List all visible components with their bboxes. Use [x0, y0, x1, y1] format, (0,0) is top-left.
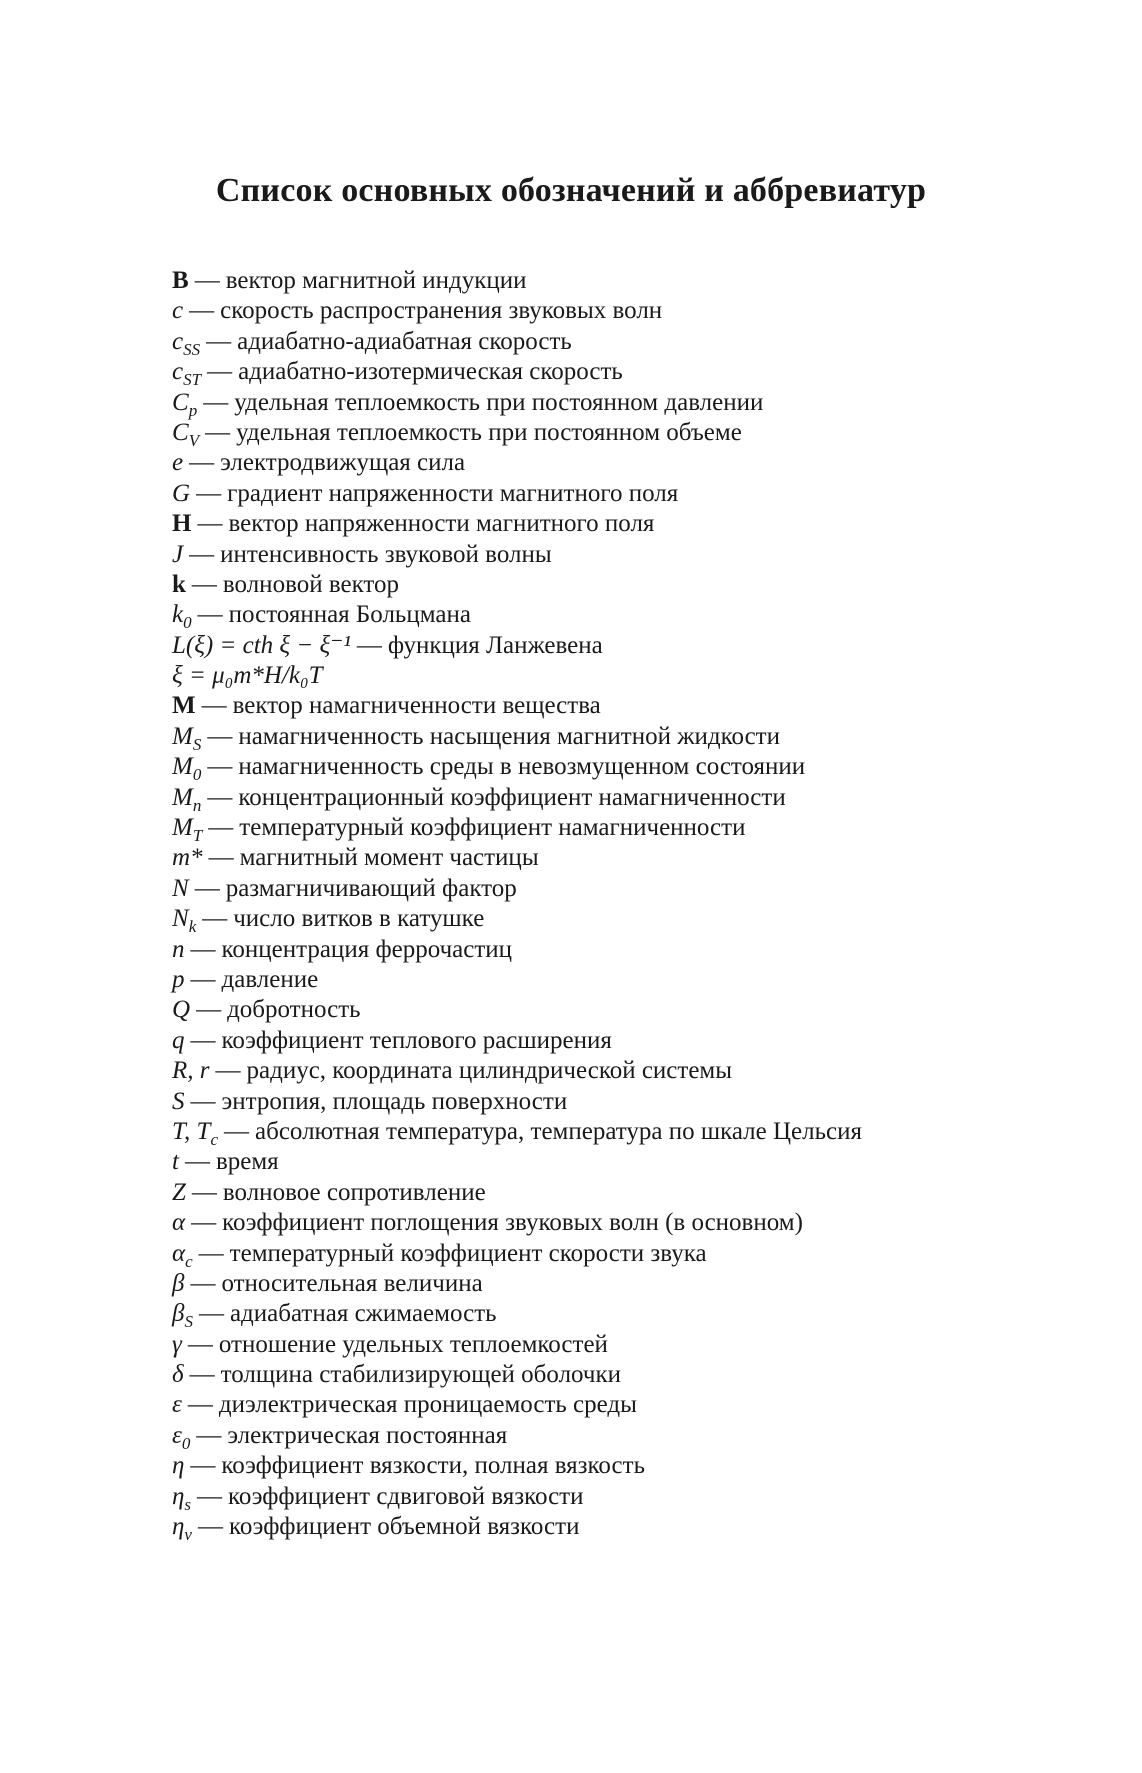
- em-dash: —: [197, 1482, 223, 1510]
- notation-description: диэлектрическая проницаемость среды: [218, 1391, 637, 1419]
- notation-description: давление: [221, 965, 319, 993]
- notation-entry: [172, 357, 1032, 390]
- notation-symbol: m*: [172, 844, 203, 872]
- notation-entry: [172, 540, 1032, 570]
- notation-description: удельная теплоемкость при постоянном давлении: [234, 388, 764, 416]
- notation-description: концентрационный коэффициент намагниченности: [238, 783, 786, 811]
- notation-description: число витков в катушке: [233, 905, 485, 933]
- em-dash: —: [190, 1452, 216, 1480]
- notation-entry: [172, 327, 1032, 357]
- notation-entry: [172, 1026, 1032, 1056]
- notation-entry: [172, 1482, 1032, 1512]
- em-dash: —: [224, 1117, 249, 1145]
- notation-entry: [172, 1269, 1032, 1299]
- notation-symbol: q: [172, 1026, 185, 1054]
- notation-entry: [172, 1178, 1032, 1208]
- notation-description: толщина стабилизирующей оболочки: [220, 1361, 621, 1389]
- notation-entry: [172, 843, 1032, 873]
- notation-entry: [172, 935, 1032, 965]
- em-dash: —: [207, 783, 233, 811]
- notation-description: коэффициент сдвиговой вязкости: [228, 1482, 584, 1510]
- notation-list: [172, 266, 1032, 1545]
- notation-description: коэффициент поглощения звуковых волн (в основном): [222, 1209, 803, 1237]
- notation-description: размагничивающий фактор: [225, 874, 517, 902]
- notation-symbol: $M_0$: [172, 753, 202, 785]
- em-dash: —: [194, 267, 220, 294]
- notation-description: удельная теплоемкость при постоянном объеме: [236, 418, 742, 446]
- page-title: Список основных обозначений и аббревиатур: [215, 172, 927, 209]
- notation-symbol: δ: [172, 1361, 184, 1389]
- notation-entry: [172, 1208, 1032, 1238]
- notation-entry: [172, 1330, 1032, 1360]
- notation-symbol: H: [172, 510, 192, 538]
- notation-entry: [172, 783, 1032, 813]
- notation-entry: [172, 448, 1032, 478]
- notation-entry: [172, 1239, 1032, 1269]
- notation-symbol: R, r: [172, 1057, 210, 1085]
- notation-description: вектор магнитной индукции: [225, 267, 527, 294]
- em-dash: —: [207, 753, 233, 781]
- notation-symbol: L(ξ) = cth ξ − ξ⁻¹: [172, 631, 351, 659]
- notation-symbol: $c_{SS}$: [172, 327, 201, 359]
- em-dash: —: [189, 540, 215, 568]
- notation-entry: [172, 1360, 1032, 1390]
- notation-description: коэффициент объемной вязкости: [228, 1513, 580, 1541]
- notation-entry: [172, 904, 1032, 937]
- notation-entry: [172, 1390, 1032, 1420]
- em-dash: —: [189, 1361, 215, 1389]
- notation-description: постоянная Больцмана: [228, 601, 471, 629]
- notation-symbol: ξ = μ₀m*H/k₀T: [172, 662, 323, 690]
- notation-entry: [172, 1147, 1032, 1177]
- notation-entry: [172, 266, 1032, 296]
- notation-entry: [172, 752, 1032, 785]
- notation-symbol: β: [172, 1269, 185, 1297]
- notation-entry: [172, 479, 1032, 509]
- notation-symbol: $M_T$: [172, 814, 203, 846]
- notation-symbol: Z: [172, 1178, 186, 1206]
- notation-description: концентрация феррочастиц: [221, 935, 513, 963]
- notation-entry: [172, 722, 1032, 752]
- em-dash: —: [187, 1391, 213, 1419]
- notation-symbol: $\eta_v$: [172, 1513, 192, 1545]
- notation-entry: [172, 509, 1032, 539]
- notation-entry: [172, 1421, 1032, 1451]
- notation-description: энтропия, площадь поверхности: [221, 1087, 568, 1115]
- notation-entry: [172, 1451, 1032, 1481]
- notation-description: отношение удельных теплоемкостей: [218, 1330, 608, 1358]
- notation-description: добротность: [227, 996, 361, 1024]
- em-dash: —: [191, 570, 217, 598]
- notation-symbol: J: [172, 540, 184, 568]
- notation-description: скорость распространения звуковых волн: [220, 297, 663, 325]
- em-dash: —: [197, 601, 223, 629]
- notation-symbol: α: [172, 1209, 186, 1237]
- em-dash: —: [215, 1057, 241, 1085]
- notation-symbol: n: [172, 935, 185, 963]
- notation-description: абсолютная температура, температура по шкале Цельсия: [255, 1117, 863, 1145]
- notation-entry: [172, 600, 1032, 633]
- em-dash: —: [190, 935, 216, 963]
- notation-entry: [172, 813, 1032, 846]
- em-dash: —: [196, 1421, 222, 1449]
- em-dash: —: [196, 996, 222, 1024]
- notation-description: градиент напряженности магнитного поля: [227, 479, 679, 507]
- notation-entry: [172, 1117, 1032, 1147]
- notation-symbol: c: [172, 297, 184, 325]
- em-dash: —: [196, 479, 222, 507]
- notation-description: радиус, координата цилиндрической системы: [246, 1057, 733, 1085]
- notation-description: коэффициент теплового расширения: [221, 1026, 612, 1054]
- em-dash: —: [191, 1178, 217, 1206]
- em-dash: —: [184, 1148, 210, 1176]
- notation-entry: [172, 1056, 1032, 1086]
- notation-description: вектор намагниченности вещества: [232, 692, 601, 720]
- em-dash: —: [187, 1330, 213, 1358]
- notation-description: время: [215, 1148, 279, 1176]
- notation-symbol: T, $T_c$: [172, 1117, 218, 1149]
- notation-entry: [172, 570, 1032, 600]
- notation-symbol: $M_S$: [172, 722, 202, 754]
- em-dash: —: [207, 722, 233, 750]
- em-dash: —: [207, 358, 233, 386]
- em-dash: —: [194, 874, 220, 902]
- notation-description: вектор напряженности магнитного поля: [228, 510, 655, 538]
- em-dash: —: [201, 692, 227, 720]
- notation-symbol: M: [172, 692, 196, 720]
- em-dash: —: [202, 905, 228, 933]
- notation-symbol: $\varepsilon_0$: [172, 1421, 191, 1453]
- notation-description: электродвижущая сила: [220, 449, 466, 477]
- notation-symbol: B: [172, 267, 189, 294]
- notation-entry: [172, 1512, 1032, 1545]
- em-dash: —: [208, 844, 234, 872]
- notation-description: волновой вектор: [222, 570, 399, 598]
- em-dash: —: [189, 449, 215, 477]
- notation-description: относительная величина: [221, 1269, 483, 1297]
- notation-description: адиабатно-изотермическая скорость: [238, 358, 623, 386]
- notation-entry: [172, 1087, 1032, 1117]
- notation-description: намагниченность насыщения магнитной жидкости: [238, 722, 780, 750]
- notation-symbol: S: [172, 1087, 185, 1115]
- notation-symbol: ε: [172, 1391, 182, 1419]
- em-dash: —: [189, 297, 215, 325]
- notation-symbol: G: [172, 479, 191, 507]
- notation-symbol: $c_{ST}$: [172, 358, 202, 390]
- notation-symbol: e: [172, 449, 184, 477]
- em-dash: —: [190, 1269, 216, 1297]
- notation-symbol: γ: [172, 1330, 182, 1358]
- em-dash: —: [197, 1513, 223, 1541]
- em-dash: —: [203, 388, 229, 416]
- notation-symbol: t: [172, 1148, 179, 1176]
- notation-symbol: N: [172, 874, 189, 902]
- notation-description: магнитный момент частицы: [239, 844, 539, 872]
- em-dash: —: [205, 418, 231, 446]
- notation-description: функция Ланжевена: [387, 631, 603, 659]
- em-dash: —: [208, 814, 234, 842]
- notation-description: температурный коэффициент скорости звука: [229, 1239, 707, 1267]
- em-dash: —: [198, 1300, 224, 1328]
- em-dash: —: [190, 965, 216, 993]
- notation-entry: [172, 631, 1032, 661]
- notation-entry: [172, 691, 1032, 721]
- notation-entry: [172, 965, 1032, 995]
- em-dash: —: [197, 510, 223, 538]
- notation-symbol: $k_0$: [172, 601, 192, 633]
- notation-description: температурный коэффициент намагниченности: [239, 814, 746, 842]
- em-dash: —: [356, 631, 382, 659]
- notation-symbol: $C_p$: [172, 388, 198, 420]
- notation-symbol: $M_n$: [172, 783, 202, 815]
- notation-description: интенсивность звуковой волны: [220, 540, 552, 568]
- notation-description: адиабатная сжимаемость: [229, 1300, 497, 1328]
- em-dash: —: [191, 1209, 217, 1237]
- notation-symbol: $\eta_s$: [172, 1482, 192, 1514]
- notation-description: коэффициент вязкости, полная вязкость: [221, 1452, 645, 1480]
- notation-symbol: $N_k$: [172, 905, 197, 937]
- notation-entry: [172, 296, 1032, 326]
- notation-description: намагниченность среды в невозмущенном состоянии: [238, 753, 806, 781]
- notation-symbol: $\alpha_c$: [172, 1239, 193, 1271]
- em-dash: —: [206, 327, 232, 355]
- notation-symbol: p: [172, 965, 185, 993]
- notation-symbol: $C_V$: [172, 418, 200, 450]
- notation-entry: [172, 874, 1032, 904]
- notation-description: электрическая постоянная: [227, 1421, 508, 1449]
- em-dash: —: [190, 1026, 216, 1054]
- notation-symbol: k: [172, 570, 186, 598]
- notation-entry: [172, 388, 1032, 418]
- em-dash: —: [190, 1087, 216, 1115]
- notation-symbol: η: [172, 1452, 185, 1480]
- notation-entry: [172, 995, 1032, 1025]
- notation-entry: [172, 418, 1032, 448]
- notation-description: волновое сопротивление: [222, 1178, 486, 1206]
- notation-entry: [172, 661, 1032, 691]
- notation-symbol: $\beta_S$: [172, 1300, 193, 1332]
- notation-symbol: Q: [172, 996, 191, 1024]
- notation-description: адиабатно-адиабатная скорость: [237, 327, 572, 355]
- em-dash: —: [198, 1239, 224, 1267]
- notation-entry: [172, 1299, 1032, 1332]
